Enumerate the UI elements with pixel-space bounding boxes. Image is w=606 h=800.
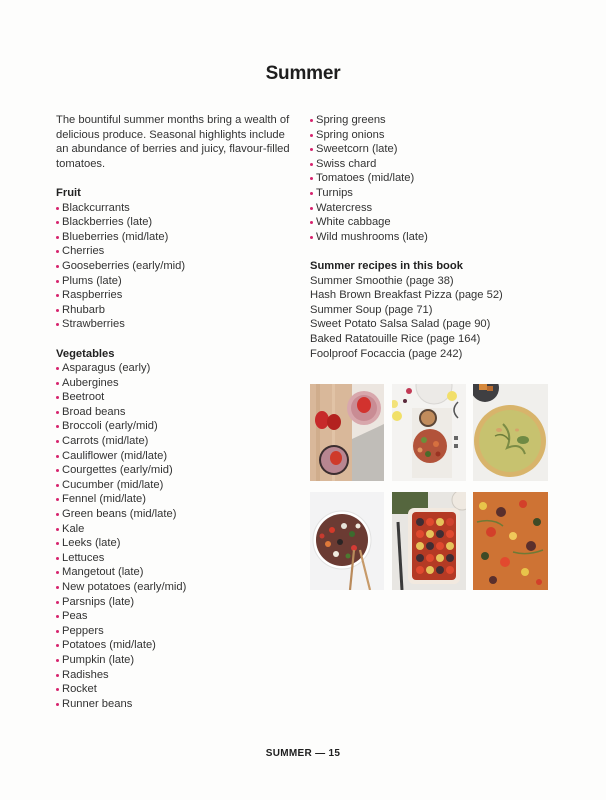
list-item: Watercress [310,201,555,216]
list-item: Courgettes (early/mid) [56,463,296,478]
list-item: Blueberries (mid/late) [56,230,296,245]
recipe-reference: Summer Smoothie (page 38) [310,274,454,287]
list-item: Peas [56,609,296,624]
list-item: Runner beans [56,697,296,712]
list-item: Swiss chard [310,157,555,172]
vegetables-list-part-2 [310,113,555,244]
right-column [310,113,555,376]
list-item: Radishes [56,668,296,683]
list-item: Cherries [56,244,296,259]
focaccia-photo [473,492,548,590]
list-item: Wild mushrooms (late) [310,230,555,245]
list-item: Leeks (late) [56,536,296,551]
vegetables-section [56,347,296,712]
fruit-heading: Fruit [56,186,81,199]
list-item: Broad beans [56,405,296,420]
list-item: Sweetcorn (late) [310,142,555,157]
hash-brown-pizza-photo [392,384,466,481]
recipes-heading: Summer recipes in this book [310,259,463,272]
intro-paragraph: The bountiful summer months bring a wealth of delicious produce. Seasonal highlights include an abundance of berries and juicy, flavour-filled tomatoes. [56,114,290,170]
list-item: Gooseberries (early/mid) [56,259,296,274]
list-item: Blackberries (late) [56,215,296,230]
list-item: Spring greens [310,113,555,128]
fruit-section [56,186,296,332]
recipe-reference: Sweet Potato Salsa Salad (page 90) [310,318,491,331]
list-item: Raspberries [56,288,296,303]
list-item: Broccoli (early/mid) [56,419,296,434]
recipes-list [310,274,555,362]
list-item: Spring onions [310,128,555,143]
recipe-reference: Hash Brown Breakfast Pizza (page 52) [310,289,503,302]
list-item: Tomatoes (mid/late) [310,171,555,186]
recipe-reference: Baked Ratatouille Rice (page 164) [310,332,481,345]
list-item: Rhubarb [56,303,296,318]
list-item: Fennel (mid/late) [56,492,296,507]
list-item: Potatoes (mid/late) [56,638,296,653]
page-title: Summer [265,63,341,84]
list-item: New potatoes (early/mid) [56,580,296,595]
ratatouille-rice-photo [392,492,466,590]
list-item: Blackcurrants [56,201,296,216]
recipes-section [310,259,555,361]
list-item: Strawberries [56,317,296,332]
page-footer: SUMMER — 15 [265,748,341,759]
list-item: White cabbage [310,215,555,230]
list-item: Pumpkin (late) [56,653,296,668]
list-item: Cauliflower (mid/late) [56,449,296,464]
salsa-salad-photo [310,492,384,590]
list-item: Aubergines [56,376,296,391]
list-item: Cucumber (mid/late) [56,478,296,493]
list-item: Green beans (mid/late) [56,507,296,522]
list-item: Kale [56,522,296,537]
strawberry-smoothie-photo [310,384,384,481]
fruit-list [56,201,296,332]
list-item: Turnips [310,186,555,201]
list-item: Parsnips (late) [56,595,296,610]
list-item: Peppers [56,624,296,639]
recipe-photo-grid [310,384,548,590]
recipe-reference: Foolproof Focaccia (page 242) [310,347,463,360]
vegetables-continued-section [310,113,555,244]
list-item: Mangetout (late) [56,565,296,580]
summer-soup-photo [473,384,548,481]
list-item: Lettuces [56,551,296,566]
recipe-reference: Summer Soup (page 71) [310,303,433,316]
list-item: Carrots (mid/late) [56,434,296,449]
left-column [56,113,296,726]
list-item: Plums (late) [56,274,296,289]
list-item: Asparagus (early) [56,361,296,376]
vegetables-list-part-1 [56,361,296,711]
list-item: Rocket [56,682,296,697]
list-item: Beetroot [56,390,296,405]
vegetables-heading: Vegetables [56,347,115,360]
